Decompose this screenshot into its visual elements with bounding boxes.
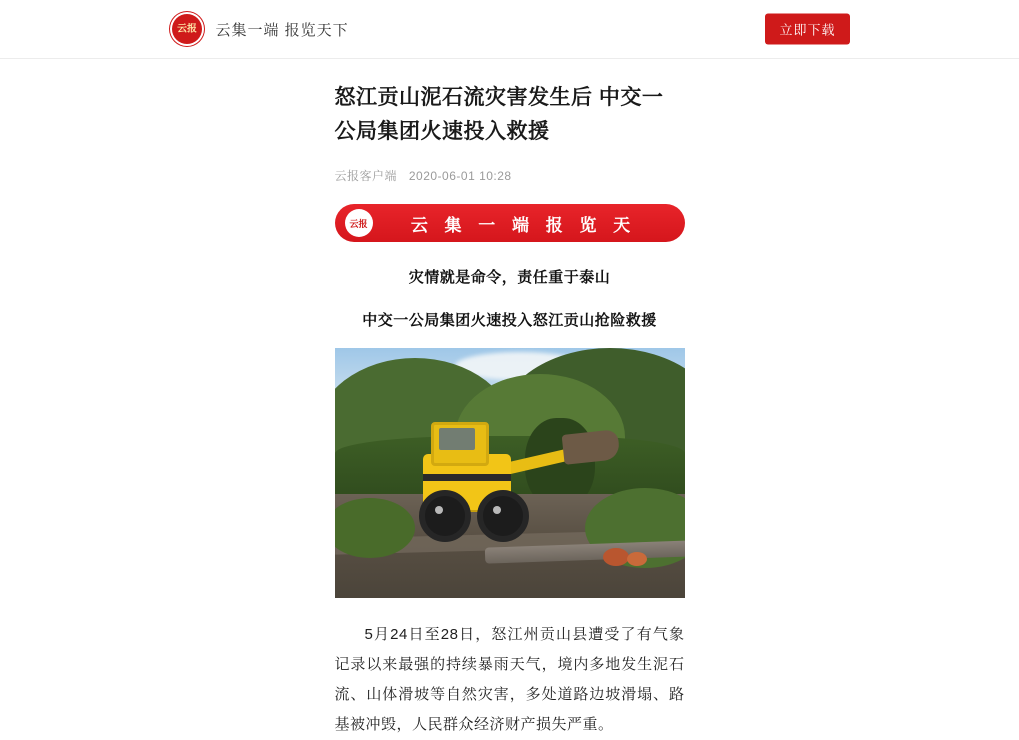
subtitle-primary: 灾情就是命令，责任重于泰山: [408, 269, 611, 286]
download-button[interactable]: 立即下载: [765, 14, 849, 45]
loader-cab-glass: [439, 428, 475, 450]
banner-text: 云 集 一 端 报 览 天: [410, 215, 637, 235]
brand-slogan: 云集一端 报览天下: [215, 21, 349, 39]
brand-logo-icon: [170, 12, 204, 46]
article-container: [335, 59, 685, 740]
article-paragraph: 5月24日至28日，怒江州贡山县遭受了有气象记录以来最强的持续暴雨天气，境内多地发生泥石流、山体滑坡等自然灾害，多处道路边坡滑塌、路基被冲毁，人民群众经济财产损失严重。: [334, 626, 685, 733]
article-timestamp: 2020-06-01 10:28: [408, 169, 512, 183]
article-meta: [335, 167, 685, 184]
top-bar: [0, 0, 1019, 59]
article-source: 云报客户端: [334, 169, 398, 183]
brand-logo-text: 云报: [176, 23, 197, 34]
promo-banner: [335, 204, 685, 242]
photo-rock-one: [603, 548, 629, 566]
loader-stripe: [423, 474, 511, 481]
subtitle-secondary: 中交一公局集团火速投入怒江贡山抢险救援: [362, 312, 657, 329]
banner-logo-icon: 云报: [345, 209, 373, 237]
top-bar-inner: [170, 12, 850, 46]
article-photo: [335, 348, 685, 598]
page-title: 怒江贡山泥石流灾害发生后 中交一公局集团火速投入救援: [334, 86, 664, 143]
photo-rock-two: [627, 552, 647, 566]
loader-wheel-front: [419, 490, 471, 542]
loader-wheel-rear: [477, 490, 529, 542]
